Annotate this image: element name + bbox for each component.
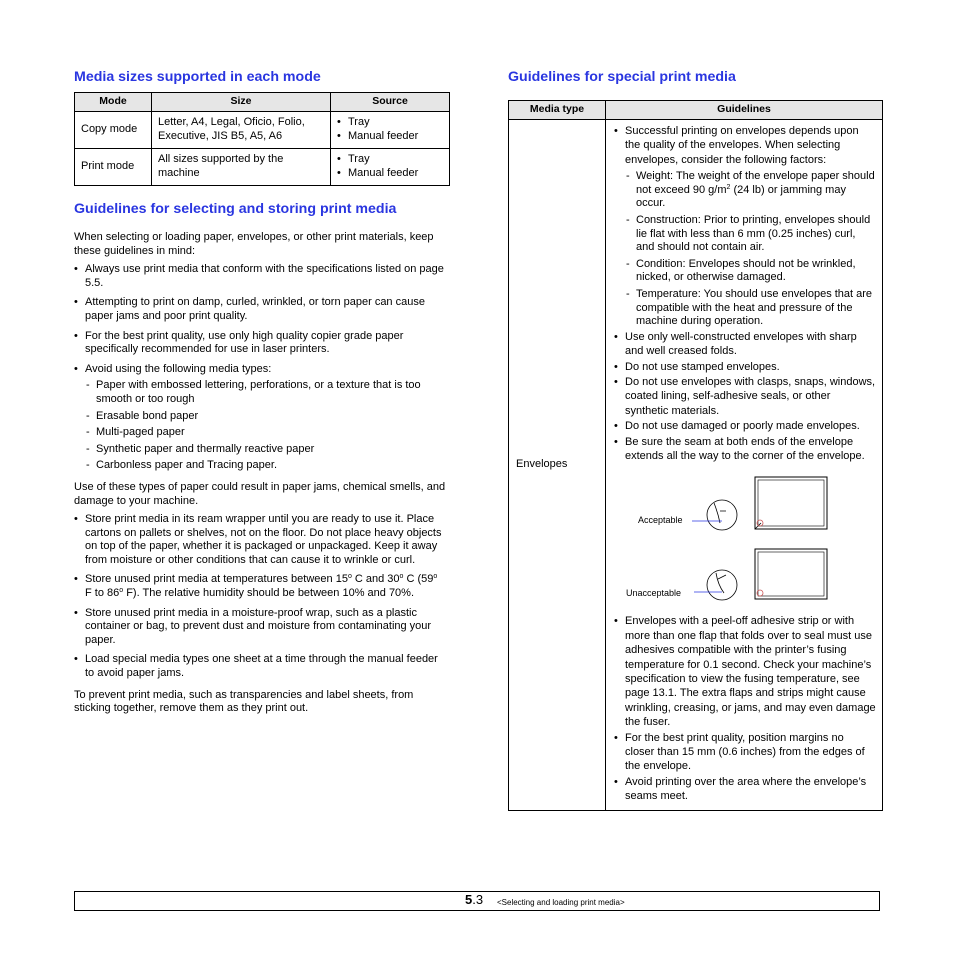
avoid-item: - Carbonless paper and Tracing paper. bbox=[85, 459, 448, 473]
degree-sup: o bbox=[399, 573, 404, 581]
envelope-illustration bbox=[614, 463, 876, 613]
heading-media-sizes: Media sizes supported in each mode bbox=[74, 69, 321, 85]
avoid-item: - Synthetic paper and thermally reactive paper bbox=[85, 443, 448, 457]
list-item: • Avoid using the following media types: bbox=[74, 363, 448, 377]
list-item: • Do not use envelopes with clasps, snaps, windows, coated lining, self-adhesive seals, or other synthetic materials. bbox=[614, 375, 876, 418]
factors-list bbox=[614, 170, 876, 329]
cell-media-type: Envelopes bbox=[509, 120, 606, 811]
list-item bbox=[74, 573, 448, 600]
degree-sup: o bbox=[347, 573, 352, 581]
factor-item: - Temperature: You should use envelopes that are compatible with the heat and pressure of the machine during operation. bbox=[625, 288, 876, 329]
list-item: • Load special media types one sheet at a time through the manual feeder to avoid paper jams. bbox=[74, 653, 448, 680]
label-acceptable: Acceptable bbox=[638, 515, 683, 526]
factor-item: - Construction: Prior to printing, envelopes should lie flat with less than 6 mm (0.25 inches) curl, and should not contain air. bbox=[625, 214, 876, 255]
cell-source bbox=[331, 111, 450, 148]
selecting-storing-body bbox=[74, 231, 448, 716]
temp-text: F). The relative humidity should be between 10% and 70%. bbox=[123, 587, 415, 600]
avoid-item: - Erasable bond paper bbox=[85, 410, 448, 424]
page-suffix: .3 bbox=[472, 892, 484, 907]
avoid-list bbox=[74, 379, 448, 473]
temp-text: F to 86 bbox=[85, 587, 120, 600]
label-unacceptable: Unacceptable bbox=[626, 588, 682, 599]
list-item: • For the best print quality, use only high quality copier grade paper specifically recommended for use in laser printers. bbox=[74, 330, 448, 357]
avoid-item: - Multi-paged paper bbox=[85, 426, 448, 440]
cell-mode: Print mode bbox=[75, 148, 152, 185]
factor-text: (24 lb) or jamming may occur. bbox=[636, 183, 846, 210]
list-item: • Store print media in its ream wrapper until you are ready to use it. Place cartons on pallets or shelves, not on the floor. Do not place heavy objects on top of the paper, whether it is packaged or unpackaged. Keep it away from moisture or other conditions that can cause it to wrinkle or curl. bbox=[74, 513, 448, 567]
list-item: • Do not use damaged or poorly made envelopes. bbox=[614, 419, 876, 433]
list-item: • For the best print quality, position margins no closer than 15 mm (0.6 inches) from the edges of the envelope. bbox=[614, 731, 876, 774]
page-footer bbox=[74, 891, 880, 911]
factor-item bbox=[625, 170, 876, 211]
list-item: • Avoid printing over the area where the envelope’s seams meet. bbox=[614, 775, 876, 804]
source-item: • Tray bbox=[337, 153, 443, 167]
paragraph: To prevent print media, such as transparencies and label sheets, from sticking together, remove them as they print out. bbox=[74, 688, 414, 715]
temp-text: Store unused print media at temperatures between 15 bbox=[85, 573, 348, 586]
source-item: • Manual feeder bbox=[337, 167, 443, 181]
factor-sup: 2 bbox=[726, 183, 731, 191]
col-header-guidelines: Guidelines bbox=[606, 101, 883, 120]
col-header-size: Size bbox=[152, 93, 331, 112]
list-item: • Successful printing on envelopes depends upon the quality of the envelopes. When selecting envelopes, consider the following factors: bbox=[614, 124, 876, 167]
source-item: • Manual feeder bbox=[337, 130, 443, 144]
temp-text: C (59 bbox=[403, 573, 434, 586]
degree-sup: o bbox=[119, 587, 124, 595]
col-header-mode: Mode bbox=[75, 93, 152, 112]
list-item: • Do not use stamped envelopes. bbox=[614, 360, 876, 374]
table-row bbox=[75, 148, 450, 185]
media-sizes-table bbox=[74, 92, 450, 186]
avoid-item: - Paper with embossed lettering, perforations, or a texture that is too smooth or too rough bbox=[85, 379, 448, 406]
special-media-table bbox=[508, 100, 883, 811]
paragraph: Use of these types of paper could result in paper jams, chemical smells, and damage to your machine. bbox=[74, 480, 446, 507]
list-item: • Be sure the seam at both ends of the envelope extends all the way to the corner of the envelope. bbox=[614, 435, 876, 464]
cell-source bbox=[331, 148, 450, 185]
list-item: • Store unused print media in a moisture-proof wrap, such as a plastic container or bag, to prevent dust and moisture from contaminating your paper. bbox=[74, 607, 448, 648]
source-item: • Tray bbox=[337, 116, 443, 130]
heading-special-media: Guidelines for special print media bbox=[508, 69, 736, 85]
cell-guidelines bbox=[606, 120, 883, 811]
list-item: • Attempting to print on damp, curled, wrinkled, or torn paper can cause paper jams and poor print quality. bbox=[74, 296, 448, 323]
cell-size: All sizes supported by the machine bbox=[152, 148, 331, 185]
factor-item: - Condition: Envelopes should not be wrinkled, nicked, or otherwise damaged. bbox=[625, 258, 876, 285]
cell-mode: Copy mode bbox=[75, 111, 152, 148]
chapter-number: 5 bbox=[465, 892, 473, 907]
col-header-media-type: Media type bbox=[509, 101, 606, 120]
list-item: • Envelopes with a peel-off adhesive strip or with more than one flap that folds over to seal must use adhesives compatible with the printer’s fusing temperature for 0.1 second. Check your machine’s specification to view the fusing temperature, see page 13.1. The extra flaps and strips might cause wrinkling, creasing, or jams, and may even damage the fuser. bbox=[614, 614, 876, 729]
intro-paragraph: When selecting or loading paper, envelopes, or other print materials, keep these guidelines in mind: bbox=[74, 231, 434, 257]
degree-sup: o bbox=[433, 573, 438, 581]
table-row bbox=[509, 120, 883, 811]
page-number bbox=[465, 893, 483, 907]
cell-size: Letter, A4, Legal, Oficio, Folio, Executive, JIS B5, A5, A6 bbox=[152, 111, 331, 148]
table-row bbox=[75, 111, 450, 148]
list-item: • Use only well-constructed envelopes with sharp and well creased folds. bbox=[614, 330, 876, 359]
footer-title: <Selecting and loading print media> bbox=[497, 898, 625, 907]
factor-text: Weight: The weight of the envelope paper should not exceed 90 g/m bbox=[636, 170, 875, 196]
temp-text: C and 30 bbox=[351, 573, 400, 586]
col-header-source: Source bbox=[331, 93, 450, 112]
heading-selecting-storing: Guidelines for selecting and storing print media bbox=[74, 201, 397, 217]
list-item: • Always use print media that conform with the specifications listed on page 5.5. bbox=[74, 263, 448, 290]
